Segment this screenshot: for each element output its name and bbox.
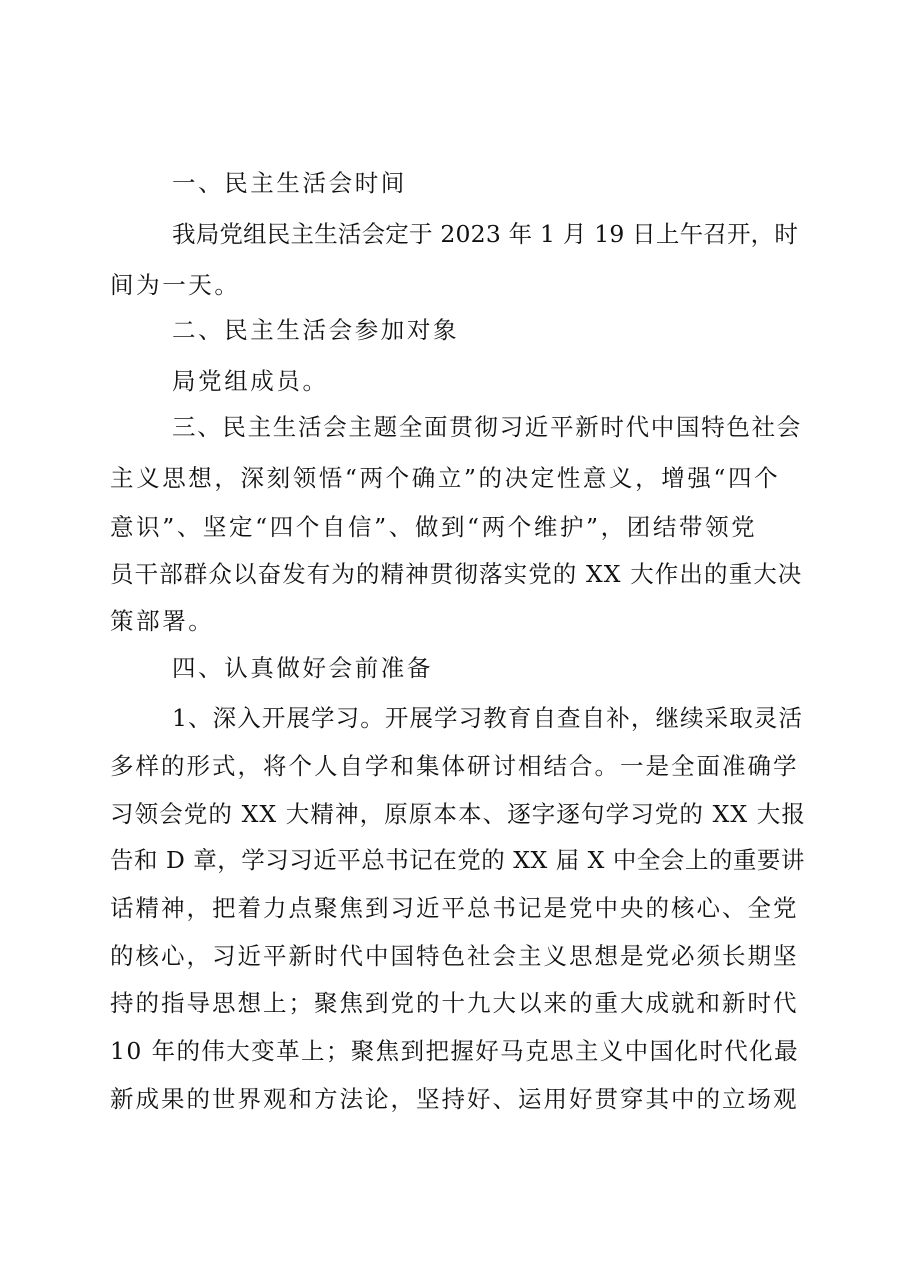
section-heading-time: 一、民主生活会时间 — [172, 169, 407, 197]
paragraph-line: 习领会党的 XX 大精神，原原本本、逐字逐句学习党的 XX 大报 — [110, 800, 806, 828]
paragraph-line: 持的指导思想上；聚焦到党的十九大以来的重大成就和新时代 — [110, 989, 799, 1017]
section-heading-preparation: 四、认真做好会前准备 — [172, 654, 433, 682]
paragraph-line: 主义思想，深刻领悟“两个确立”的决定性意义，增强“四个 — [110, 464, 781, 492]
paragraph-line: 10 年的伟大变革上；聚焦到把握好马克思主义中国化时代化最 — [110, 1037, 799, 1065]
paragraph-line: 员干部群众以奋发有为的精神贯彻落实党的 XX 大作出的重大决 — [110, 560, 803, 588]
section-heading-participants: 二、民主生活会参加对象 — [172, 316, 460, 344]
paragraph-line: 间为一天。 — [110, 271, 241, 299]
paragraph-line: 策部署。 — [110, 607, 215, 635]
paragraph-line: 意识”、坚定“四个自信”、做到“两个维护”，团结带领党 — [110, 513, 758, 541]
paragraph-line: 局党组成员。 — [172, 367, 329, 395]
paragraph-line: 的核心，习近平新时代中国特色社会主义思想是党必须长期坚 — [110, 942, 799, 970]
paragraph-line: 多样的形式，将个人自学和集体研讨相结合。一是全面准确学 — [110, 752, 799, 780]
paragraph-line: 1、深入开展学习。开展学习教育自查自补，继续采取灵活 — [172, 704, 804, 732]
section-heading-theme: 三、民主生活会主题全面贯彻习近平新时代中国特色社会 — [172, 413, 802, 441]
paragraph-line: 话精神，把着力点聚焦到习近平总书记是党中央的核心、全党 — [110, 894, 799, 922]
paragraph-line: 我局党组民主生活会定于 2023 年 1 月 19 日上午召开，时 — [172, 220, 799, 248]
paragraph-line: 告和 D 章，学习习近平总书记在党的 XX 届 X 中全会上的重要讲 — [110, 846, 805, 874]
paragraph-line: 新成果的世界观和方法论，坚持好、运用好贯穿其中的立场观 — [110, 1085, 799, 1113]
